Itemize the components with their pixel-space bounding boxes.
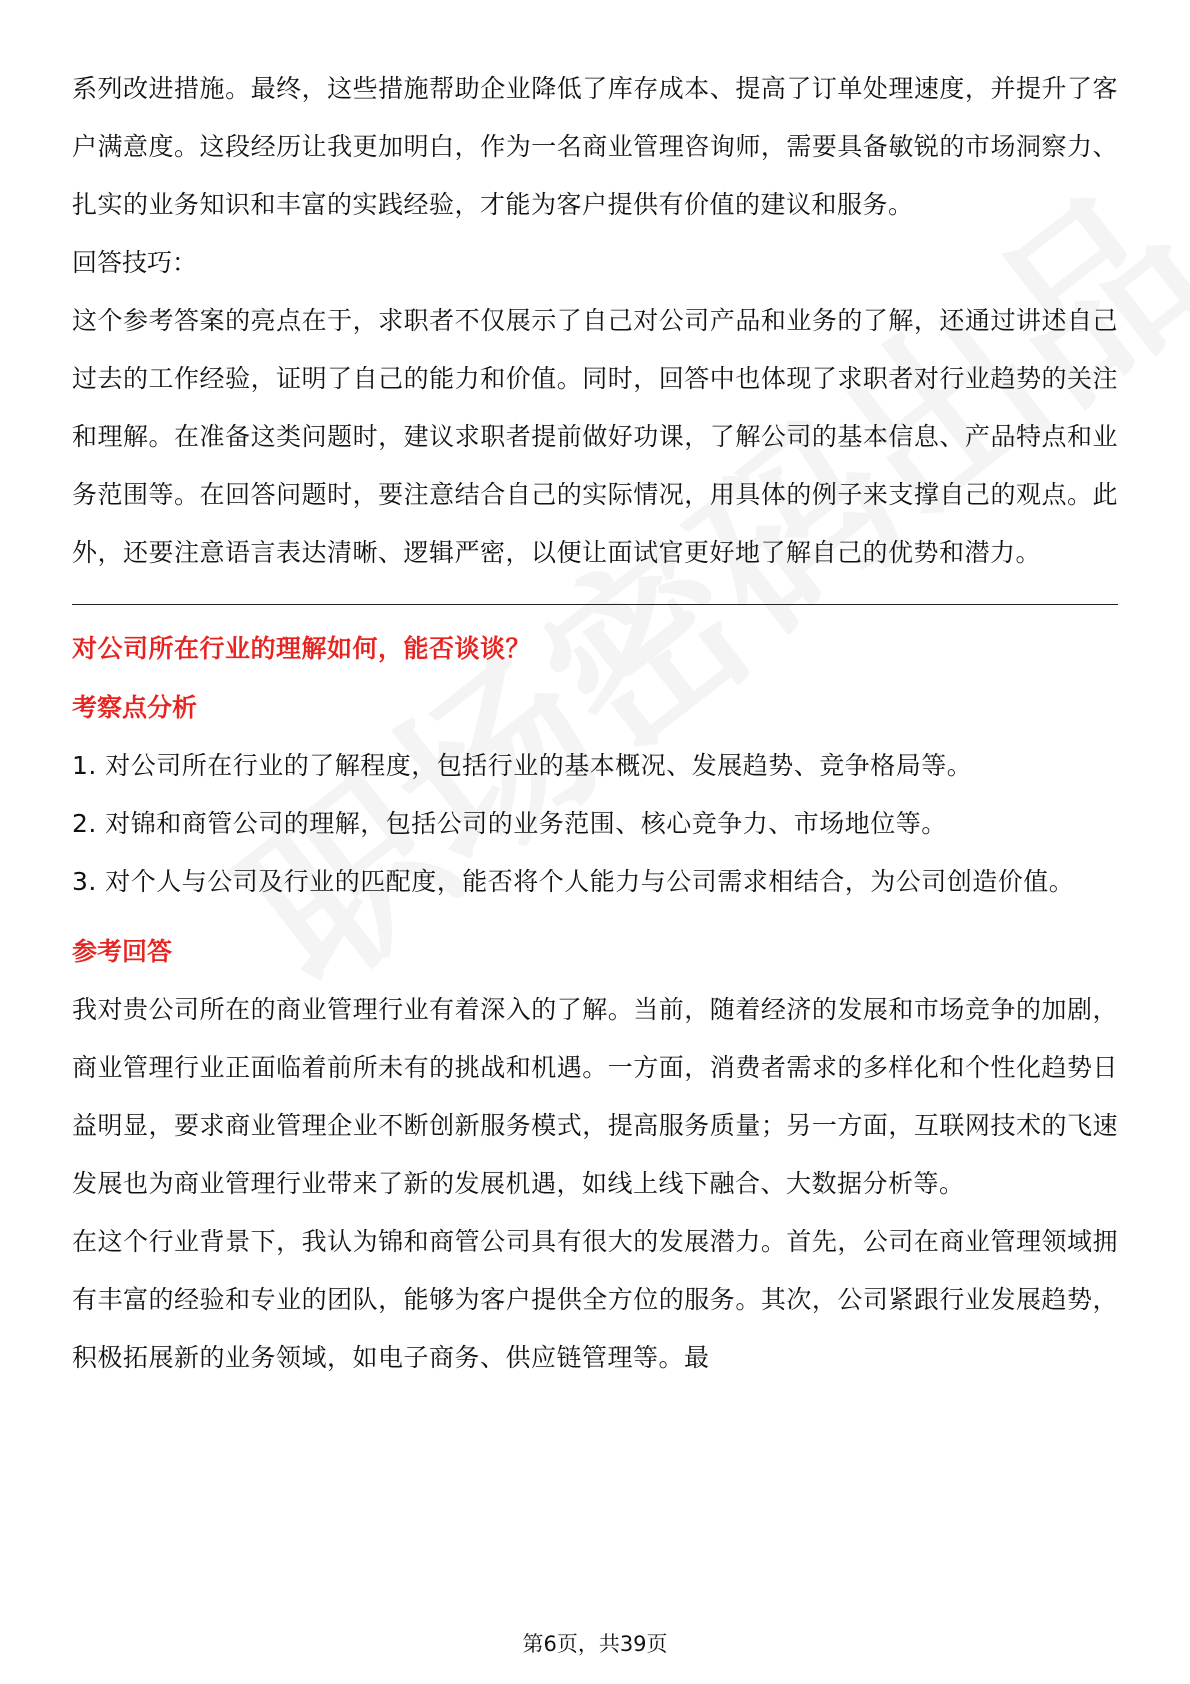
analysis-item-1: 1. 对公司所在行业的了解程度，包括行业的基本概况、发展趋势、竞争格局等。 — [72, 751, 973, 780]
section-divider — [72, 604, 1118, 605]
analysis-item-2: 2. 对锦和商管公司的理解，包括公司的业务范围、核心竞争力、市场地位等。 — [72, 809, 947, 838]
answer-heading: 参考回答 — [72, 937, 173, 966]
tips-paragraph: 这个参考答案的亮点在于，求职者不仅展示了自己对公司产品和业务的了解，还通过讲述自己过去的工作经验，证明了自己的能力和价值。同时，回答中也体现了求职者对行业趋势的关注和理解。在准备这类问题时，建议求职者提前做好功课，了解公司的基本信息、产品特点和业务范围等。在回答问题时，要注意结合自己的实际情况，用具体的例子来支撑自己的观点。此外，还要注意语言表达清晰、逻辑严密，以便让面试官更好地了解自己的优势和潜力。 — [72, 306, 1118, 567]
analysis-heading: 考察点分析 — [72, 693, 198, 722]
document-content — [72, 60, 1118, 1387]
analysis-item-3: 3. 对个人与公司及行业的匹配度，能否将个人能力与公司需求相结合，为公司创造价值。 — [72, 867, 1075, 896]
question-title: 对公司所在行业的理解如何，能否谈谈？ — [72, 634, 532, 663]
tips-label: 回答技巧： — [72, 248, 198, 277]
answer-paragraph-1: 我对贵公司所在的商业管理行业有着深入的了解。当前，随着经济的发展和市场竞争的加剧，商业管理行业正面临着前所未有的挑战和机遇。一方面，消费者需求的多样化和个性化趋势日益明显，要求商业管理企业不断创新服务模式，提高服务质量；另一方面，互联网技术的飞速发展也为商业管理行业带来了新的发展机遇，如线上线下融合、大数据分析等。 — [72, 995, 1118, 1198]
intro-paragraph: 系列改进措施。最终，这些措施帮助企业降低了库存成本、提高了订单处理速度，并提升了客户满意度。这段经历让我更加明白，作为一名商业管理咨询师，需要具备敏锐的市场洞察力、扎实的业务知识和丰富的实践经验，才能为客户提供有价值的建议和服务。 — [72, 74, 1118, 219]
page-footer: 第6页，共39页 — [522, 1632, 668, 1656]
answer-paragraph-2: 在这个行业背景下，我认为锦和商管公司具有很大的发展潜力。首先，公司在商业管理领域拥有丰富的经验和专业的团队，能够为客户提供全方位的服务。其次，公司紧跟行业发展趋势，积极拓展新的业务领域，如电子商务、供应链管理等。最 — [72, 1227, 1118, 1372]
